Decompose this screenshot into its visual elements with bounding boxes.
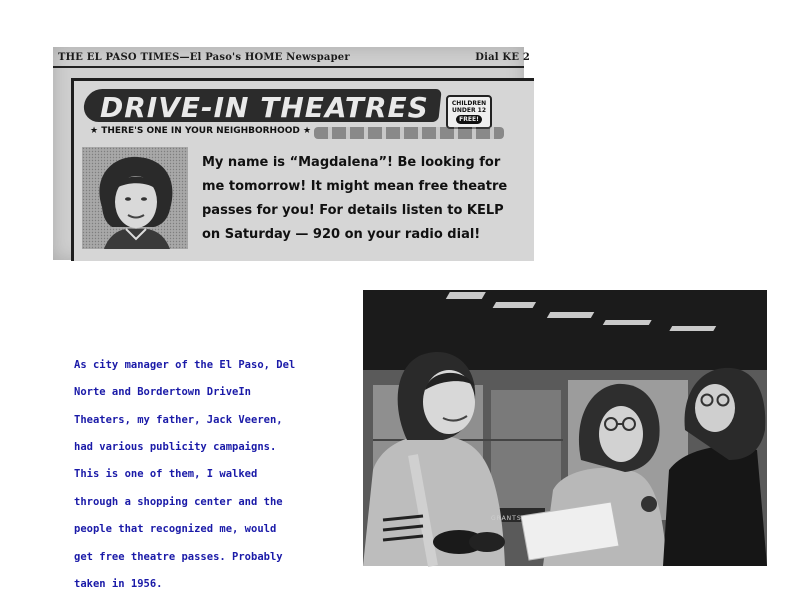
caption-line: As city manager of the El Paso, Del (74, 358, 296, 371)
cars-illustration (314, 127, 504, 139)
newspaper-clipping (53, 47, 530, 260)
masthead-phone: Dial KE 2 (475, 52, 530, 63)
caption-line: Theaters, my father, Jack Veeren, (74, 413, 283, 426)
drive-in-ad (71, 78, 534, 261)
caption-line: had various publicity campaigns. (74, 440, 277, 453)
ad-tagline: ★ THERE'S ONE IN YOUR NEIGHBORHOOD ★ (90, 126, 312, 136)
children-free-badge (446, 95, 492, 129)
ad-copy (202, 151, 508, 247)
caption-line: This is one of them, I walked (74, 468, 258, 481)
caption-line: get free theatre passes. Probably (74, 550, 283, 563)
badge-line: CHILDREN (451, 100, 487, 107)
caption-text (74, 345, 334, 605)
ad-copy-line: My name is “Magdalena”! Be looking for (202, 155, 501, 170)
ad-copy-line: passes for you! For details listen to KELP (202, 203, 504, 218)
badge-line: FREE! (456, 115, 482, 124)
woman-portrait-image (82, 147, 188, 249)
ad-banner-title: DRIVE-IN THEATRES (100, 91, 429, 124)
caption-line: people that recognized me, would (74, 523, 277, 536)
store-sign: GRANTS (491, 515, 522, 522)
shopping-center-photo (363, 290, 767, 566)
caption-line: Norte and Bordertown DriveIn (74, 386, 252, 399)
badge-line: UNDER 12 (451, 107, 487, 114)
ad-copy-line: me tomorrow! It might mean free theatre (202, 179, 508, 194)
ad-copy-line: on Saturday — 920 on your radio dial! (202, 227, 481, 242)
masthead-title: THE EL PASO TIMES—El Paso's HOME Newspaper (58, 52, 350, 63)
masthead-rule (53, 66, 524, 68)
caption-line: through a shopping center and the (74, 495, 283, 508)
caption-line: taken in 1956. (74, 577, 163, 590)
newspaper-masthead (53, 49, 530, 67)
